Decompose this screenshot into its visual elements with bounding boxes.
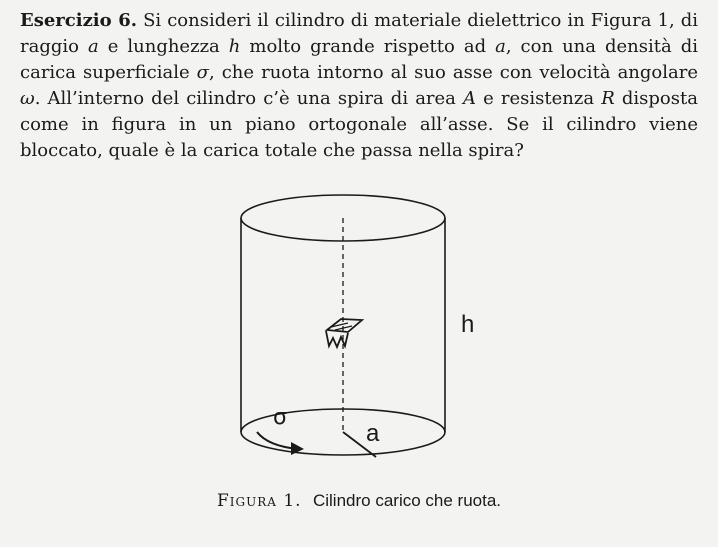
- text-part: Si consideri il cilindro di materiale dielettrico in Figura 1, di raggio: [20, 10, 698, 57]
- math-var-a: a: [495, 36, 506, 57]
- text-part: e resistenza: [476, 88, 602, 109]
- math-var-h: h: [228, 36, 241, 57]
- math-var-omega: ω: [20, 88, 35, 109]
- loop-spira: [326, 319, 362, 347]
- text-part: , con una densità di carica superficiale: [20, 36, 698, 83]
- math-var-sigma: σ: [196, 62, 209, 83]
- label-sigma: σ: [273, 405, 287, 430]
- label-a: a: [366, 420, 380, 447]
- figure-caption-label: Figura 1.: [217, 491, 302, 511]
- figure-caption: [0, 491, 718, 511]
- math-var-A: A: [463, 88, 477, 109]
- math-var-a: a: [87, 36, 99, 57]
- label-h: h: [461, 311, 475, 338]
- text-part: molto grande rispetto ad: [240, 36, 496, 57]
- text-part: , che ruota intorno al suo asse con velocità angolare: [208, 62, 698, 83]
- math-var-R: R: [601, 88, 615, 109]
- text-part: disposta come in figura in un piano ortogonale all’asse. Se il cilindro viene bloccato, quale è la carica totale che passa nella spira?: [20, 88, 698, 161]
- text-part: . All’interno del cilindro c’è una spira di area: [34, 88, 464, 109]
- figure-caption-text: Cilindro carico che ruota.: [312, 491, 501, 510]
- exercise-title: Esercizio 6.: [20, 10, 138, 31]
- text-part: e lunghezza: [98, 36, 229, 57]
